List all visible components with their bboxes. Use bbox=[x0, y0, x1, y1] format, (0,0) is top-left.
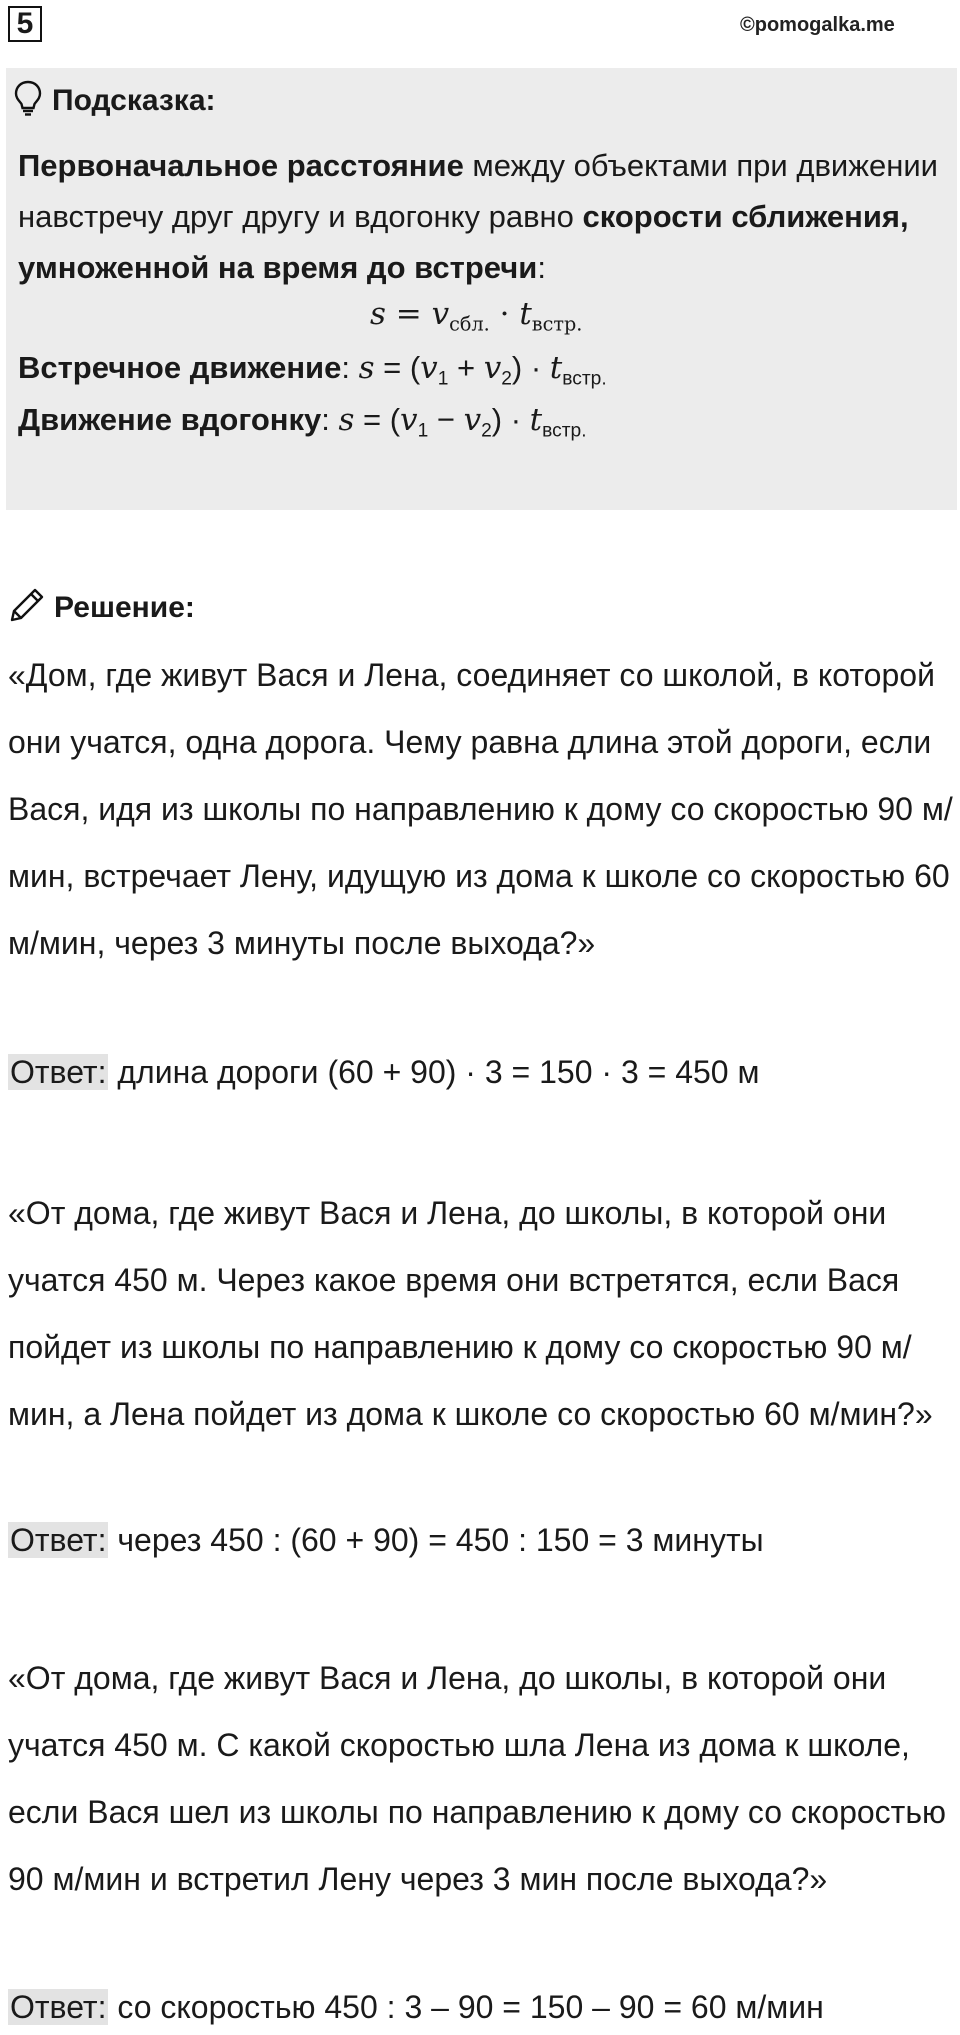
answer-text: через 450 : (60 + 90) = 450 : 150 = 3 минуты bbox=[108, 1522, 764, 1558]
answer-line bbox=[8, 1518, 764, 1562]
hint-paragraph bbox=[18, 140, 948, 293]
lightbulb-icon bbox=[14, 80, 42, 121]
solution-title-text: Решение: bbox=[54, 590, 195, 624]
formula-main: $s = v_{сбл.} \cdot t_{встр.}$ bbox=[370, 296, 583, 336]
pencil-icon bbox=[8, 586, 46, 629]
formula-pursuit: Движение вдогонку: $s = (v_1 - v_2) \cdot t_{встр.}$ bbox=[18, 402, 587, 442]
hint-title-text: Подсказка: bbox=[52, 83, 216, 117]
problem-text: «Дом, где живут Вася и Лена, соединяет со школой, в которой они учатся, одна дорога. Чему равна длина этой дороги, если Вася, идя из школы по направлению к дому со скоростью 90 м/мин, встречает Лену, идущую из дома к школе со скоростью 60 м/мин, через 3 минуты после выхода?» bbox=[8, 657, 953, 961]
solution-title bbox=[8, 586, 195, 629]
formula-oncoming-label: Встречное движение bbox=[18, 350, 342, 385]
formula-oncoming: Встречное движение: $s = (v_1 + v_2) \cdot t_{встр.}$ bbox=[18, 350, 607, 390]
answer-line bbox=[8, 1985, 824, 2029]
answer-label: Ответ: bbox=[10, 1989, 107, 2025]
hint-text-part: между объектами при движении навстречу друг другу и вдогонку равно bbox=[18, 148, 938, 234]
hint-bold-term: Первоначальное расстояние bbox=[18, 148, 464, 183]
answer-line bbox=[8, 1050, 759, 1094]
formula-pursuit-label: Движение вдогонку bbox=[18, 402, 322, 437]
hint-text-colon: : bbox=[537, 250, 546, 285]
problem-text: «От дома, где живут Вася и Лена, до школы, в которой они учатся 450 м. С какой скоростью шла Лена из дома к школе, если Вася шел из школы по направлению к дому со скоростью 90 м/мин и встретил Лену через 3 мин после выхода?» bbox=[8, 1660, 946, 1897]
answer-label: Ответ: bbox=[10, 1522, 107, 1558]
task-number: 5 bbox=[8, 6, 42, 42]
problem-text: «От дома, где живут Вася и Лена, до школы, в которой они учатся 450 м. Через какое время они встретятся, если Вася пойдет из школы по направлению к дому со скоростью 90 м/мин, а Лена пойдет из дома к школе со скоростью 60 м/мин?» bbox=[8, 1195, 933, 1432]
hint-bold-rule: скорости сближения, умноженной на время до встречи bbox=[18, 199, 909, 285]
answer-text: со скоростью 450 : 3 – 90 = 150 – 90 = 60 м/мин bbox=[108, 1989, 824, 2025]
answer-label: Ответ: bbox=[10, 1054, 107, 1090]
hint-title bbox=[14, 80, 216, 121]
watermark: ©pomogalka.me bbox=[740, 14, 895, 36]
formula-main-rendered: s bbox=[370, 296, 386, 332]
answer-text: длина дороги (60 + 90) · 3 = 150 · 3 = 450 м bbox=[108, 1054, 760, 1090]
